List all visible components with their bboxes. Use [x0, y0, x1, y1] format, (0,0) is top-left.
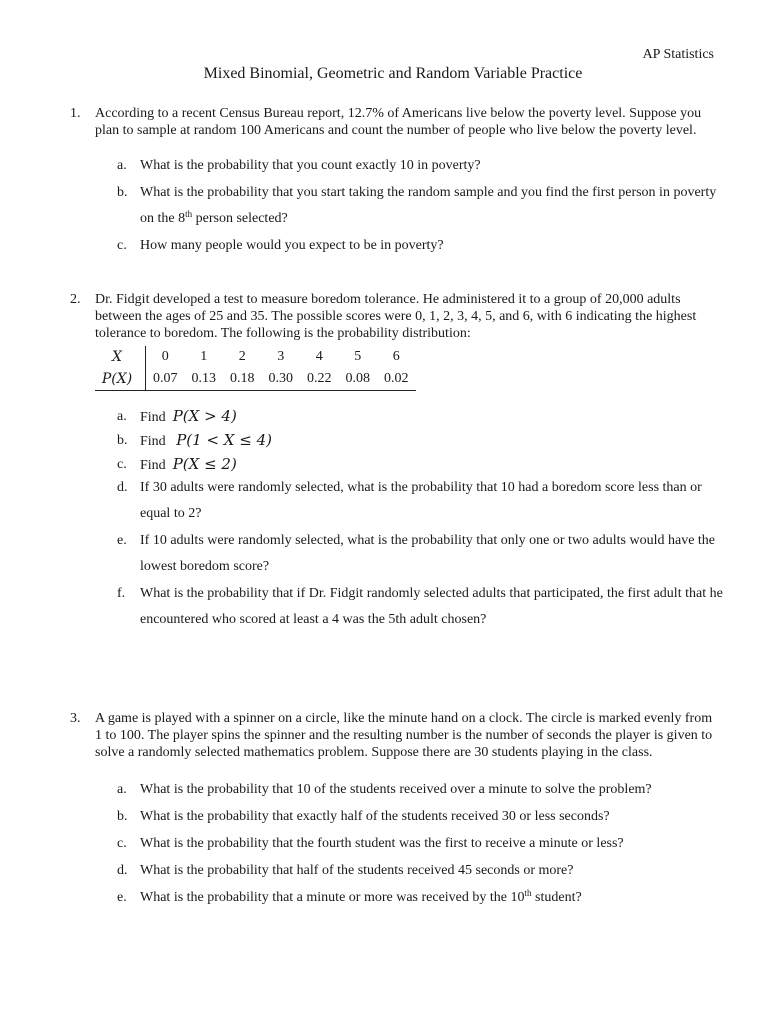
x-value: 1 [200, 349, 208, 364]
item-letter: c. [117, 836, 127, 851]
item-letter: b. [117, 809, 128, 824]
p-value: 0.08 [339, 368, 378, 391]
x-value: 3 [277, 349, 285, 364]
worksheet-title: Mixed Binomial, Geometric and Random Variable Practice [203, 65, 583, 82]
question-1a [117, 153, 727, 179]
question-2d [117, 475, 727, 527]
item-text: What is the probability that if Dr. Fidgit randomly selected adults that participated, the first adult that he encountered who scored at least a 4 was the 5th adult chosen? [140, 586, 723, 627]
item-letter: e. [117, 533, 127, 548]
question-3e [117, 885, 727, 911]
question-2a [117, 408, 727, 426]
p-value: 0.18 [223, 368, 262, 391]
x-value: 4 [315, 349, 323, 364]
question-2 [70, 291, 720, 342]
x-value: 5 [354, 349, 362, 364]
question-text: A game is played with a spinner on a circle, like the minute hand on a clock. The circle is marked evenly from 1 to 100. The player spins the spinner and the resulting number is the number of seconds the player is given to solve a randomly selected mathematics problem. Suppose there are 30 students playing in the class. [95, 711, 713, 760]
question-1c [117, 233, 727, 259]
question-3b [117, 804, 727, 830]
question-3a [117, 777, 727, 803]
question-3d [117, 858, 727, 884]
item-letter: b. [117, 185, 128, 200]
question-1 [70, 105, 720, 139]
x-value: 0 [161, 349, 169, 364]
item-letter: d. [117, 480, 128, 495]
p-value: 0.13 [185, 368, 224, 391]
question-number: 1. [70, 106, 81, 121]
item-text: Find P(1 < X ≤ 4) [140, 431, 272, 449]
course-label: AP Statistics [642, 47, 714, 62]
item-letter: c. [117, 457, 127, 472]
x-value: 6 [392, 349, 400, 364]
item-text: What is the probability that you start taking the random sample and you find the first person in poverty on the 8th person selected? [140, 185, 717, 226]
item-text: What is the probability that exactly half of the students received 30 or less seconds? [140, 809, 610, 824]
item-letter: d. [117, 863, 128, 878]
question-text: According to a recent Census Bureau report, 12.7% of Americans live below the poverty level. Suppose you plan to sample at random 100 Americans and count the number of people who live below the poverty level. [95, 106, 702, 138]
question-2b [117, 432, 727, 450]
question-2c [117, 456, 727, 474]
px-header: P(X) [95, 368, 146, 391]
x-value: 2 [238, 349, 246, 364]
item-letter: e. [117, 890, 127, 905]
question-number: 3. [70, 711, 81, 726]
item-text: What is the probability that you count exactly 10 in poverty? [140, 158, 481, 173]
item-letter: a. [117, 158, 127, 173]
item-text: Find P(X > 4) [140, 407, 237, 425]
question-3 [70, 710, 720, 761]
item-letter: a. [117, 409, 127, 424]
question-2e [117, 528, 727, 580]
probability-distribution-table [95, 346, 416, 391]
item-text: What is the probability that the fourth student was the first to receive a minute or less? [140, 836, 624, 851]
item-text: What is the probability that a minute or more was received by the 10th student? [140, 888, 582, 905]
p-value: 0.22 [300, 368, 339, 391]
question-number: 2. [70, 292, 81, 307]
math-expression: P(1 < X ≤ 4) [176, 431, 272, 449]
question-3c [117, 831, 727, 857]
item-letter: c. [117, 238, 127, 253]
p-value: 0.02 [377, 368, 416, 391]
question-2f [117, 581, 727, 633]
p-value: 0.07 [146, 368, 185, 391]
item-text: Find P(X ≤ 2) [140, 455, 237, 473]
x-header: X [95, 346, 146, 368]
item-text: If 10 adults were randomly selected, what is the probability that only one or two adults would have the lowest boredom score? [140, 533, 716, 574]
math-expression: P(X > 4) [172, 407, 237, 425]
item-letter: b. [117, 433, 128, 448]
question-text: Dr. Fidgit developed a test to measure boredom tolerance. He administered it to a group of 20,000 adults between the ages of 25 and 35. The possible scores were 0, 1, 2, 3, 4, 5, and 6, with 6 indicating the highest tolerance to boredom. The following is the probability distribution: [95, 292, 697, 341]
item-text: What is the probability that half of the students received 45 seconds or more? [140, 863, 574, 878]
item-text: What is the probability that 10 of the students received over a minute to solve the problem? [140, 782, 652, 797]
item-text: How many people would you expect to be in poverty? [140, 238, 444, 253]
math-expression: P(X ≤ 2) [172, 455, 237, 473]
item-text: If 30 adults were randomly selected, what is the probability that 10 had a boredom score less than or equal to 2? [140, 480, 702, 521]
p-value: 0.30 [262, 368, 301, 391]
question-1b [117, 180, 727, 232]
item-letter: f. [117, 586, 126, 601]
item-letter: a. [117, 782, 127, 797]
